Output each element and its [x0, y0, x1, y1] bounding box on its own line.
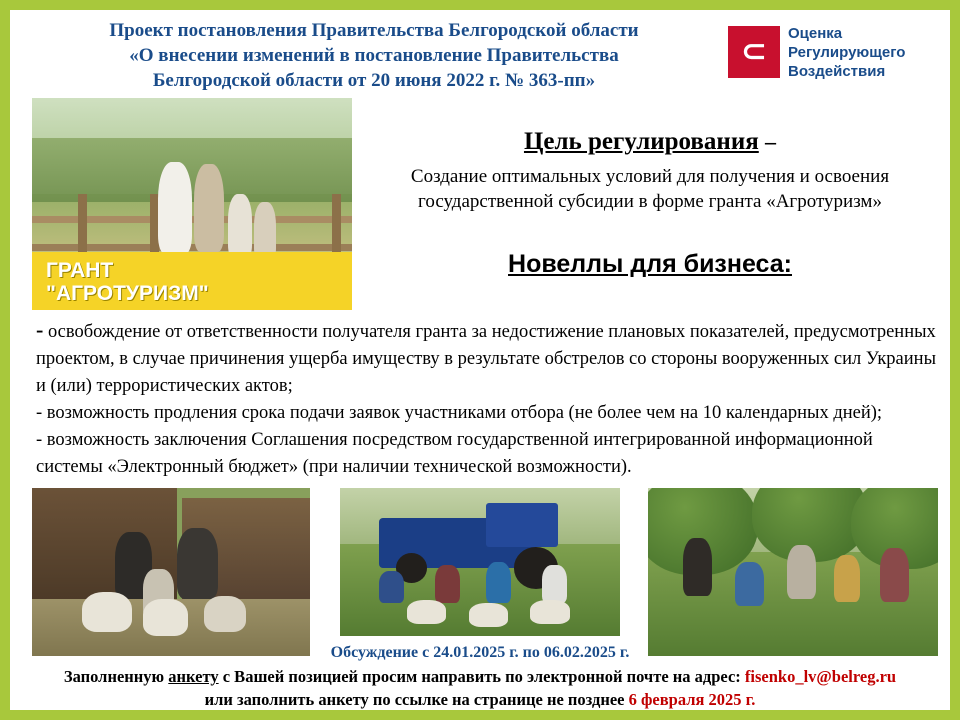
body-paragraph-1 — [36, 316, 936, 400]
photo3-figure-1 — [683, 538, 712, 595]
photo3-figure-4 — [834, 555, 860, 602]
photo3-figure-2 — [735, 562, 764, 606]
slide-canvas — [10, 10, 950, 710]
footer-questionnaire-link[interactable]: анкету — [168, 667, 219, 686]
body-text-block — [36, 316, 936, 481]
photo1-goat-1 — [82, 592, 132, 632]
body-paragraph-2: - возможность продления срока подачи заявок участниками отбора (не более чем на 10 календарных дней); — [36, 403, 883, 423]
body-paragraph-3: - возможность заключения Соглашения посредством государственной интегрированной информационной системы «Электронный бюджет» (при наличии технической возможности). — [36, 430, 873, 477]
photo2-tractor-cab — [486, 503, 559, 547]
title-line-3: Белгородской области от 20 июня 2022 г. № 363-пп» — [152, 70, 596, 91]
goal-title-row — [362, 128, 938, 156]
body-lead-dash: - — [36, 317, 44, 342]
slide-header — [10, 10, 950, 92]
goal-block — [362, 128, 938, 214]
discussion-period: Обсуждение с 24.01.2025 г. по 06.02.2025 г. — [330, 644, 630, 661]
logo-text-line-2: Регулирующего — [788, 44, 906, 61]
photo2-sheep-2 — [469, 603, 508, 627]
footer-line1-part2: с Вашей позицией просим направить по электронной почте на адрес: — [218, 667, 745, 686]
footer-line1-part1: Заполненную — [63, 667, 169, 686]
photo-caption-banner — [32, 252, 262, 310]
novelty-heading: Новеллы для бизнеса: — [508, 250, 792, 278]
logo-text-line-1: Оценка — [788, 25, 843, 42]
footer-deadline-date: 6 февраля 2025 г. — [628, 690, 756, 709]
goal-title: Цель регулирования — [523, 128, 759, 155]
photo2-figure-4 — [542, 565, 567, 603]
photo-tractor-sheep — [340, 488, 620, 636]
photo1-goat-2 — [143, 599, 187, 636]
logo-mark-icon — [728, 26, 780, 78]
page-title — [34, 18, 714, 93]
photo3-figure-3 — [787, 545, 816, 599]
footer-contact — [22, 665, 938, 710]
footer-email[interactable]: fisenko_lv@belreg.ru — [744, 667, 897, 686]
logo-swirl-glyph: ⊂ — [741, 35, 767, 68]
footer-line-2 — [22, 688, 938, 710]
body-paragraph-1-text: освобождение от ответственности получателя гранта за недостижение плановых показателей, предусмотренных проектом, в случае причинения ущерба имуществу в результате обстрелов со стороны вооруженных сил Украины и (или) террористических актов; — [36, 322, 936, 396]
logo-text-line-3: Воздействия — [788, 63, 886, 80]
photo-figure-child-1 — [228, 194, 252, 258]
photo1-goose — [204, 596, 246, 633]
photo2-figure-1 — [379, 571, 404, 604]
photo2-sheep-1 — [407, 600, 446, 624]
photo1-figure-man — [177, 528, 219, 599]
photo-figure-woman — [194, 164, 224, 252]
photo-figure-man — [158, 162, 192, 254]
photo-agrotourism-grant — [32, 98, 352, 310]
footer-line-1 — [22, 665, 938, 688]
goal-dash: – — [765, 129, 777, 154]
photo-caption-text — [46, 259, 256, 305]
logo-text — [788, 24, 905, 81]
title-line-1: Проект постановления Правительства Белгородской области — [109, 20, 639, 41]
ora-logo — [728, 24, 938, 82]
photo-apple-harvest — [648, 488, 938, 656]
title-line-2: «О внесении изменений в постановление Правительства — [129, 45, 619, 66]
goal-body: Создание оптимальных условий для получения и освоения государственной субсидии в форме гранта «Агротуризм» — [410, 166, 890, 212]
photo-caption-bar-right — [262, 252, 352, 310]
photo2-figure-3 — [486, 562, 511, 603]
photo3-figure-5 — [880, 548, 909, 602]
photo-caption-line-2: "АГРОТУРИЗМ" — [46, 282, 209, 305]
photo2-figure-2 — [435, 565, 460, 603]
photo2-sheep-3 — [530, 600, 569, 624]
photo-caption-line-1: ГРАНТ — [46, 259, 114, 282]
footer-line2-part1: или заполнить анкету по ссылке на странице не позднее — [204, 690, 629, 709]
photo-farmstead — [32, 488, 310, 656]
